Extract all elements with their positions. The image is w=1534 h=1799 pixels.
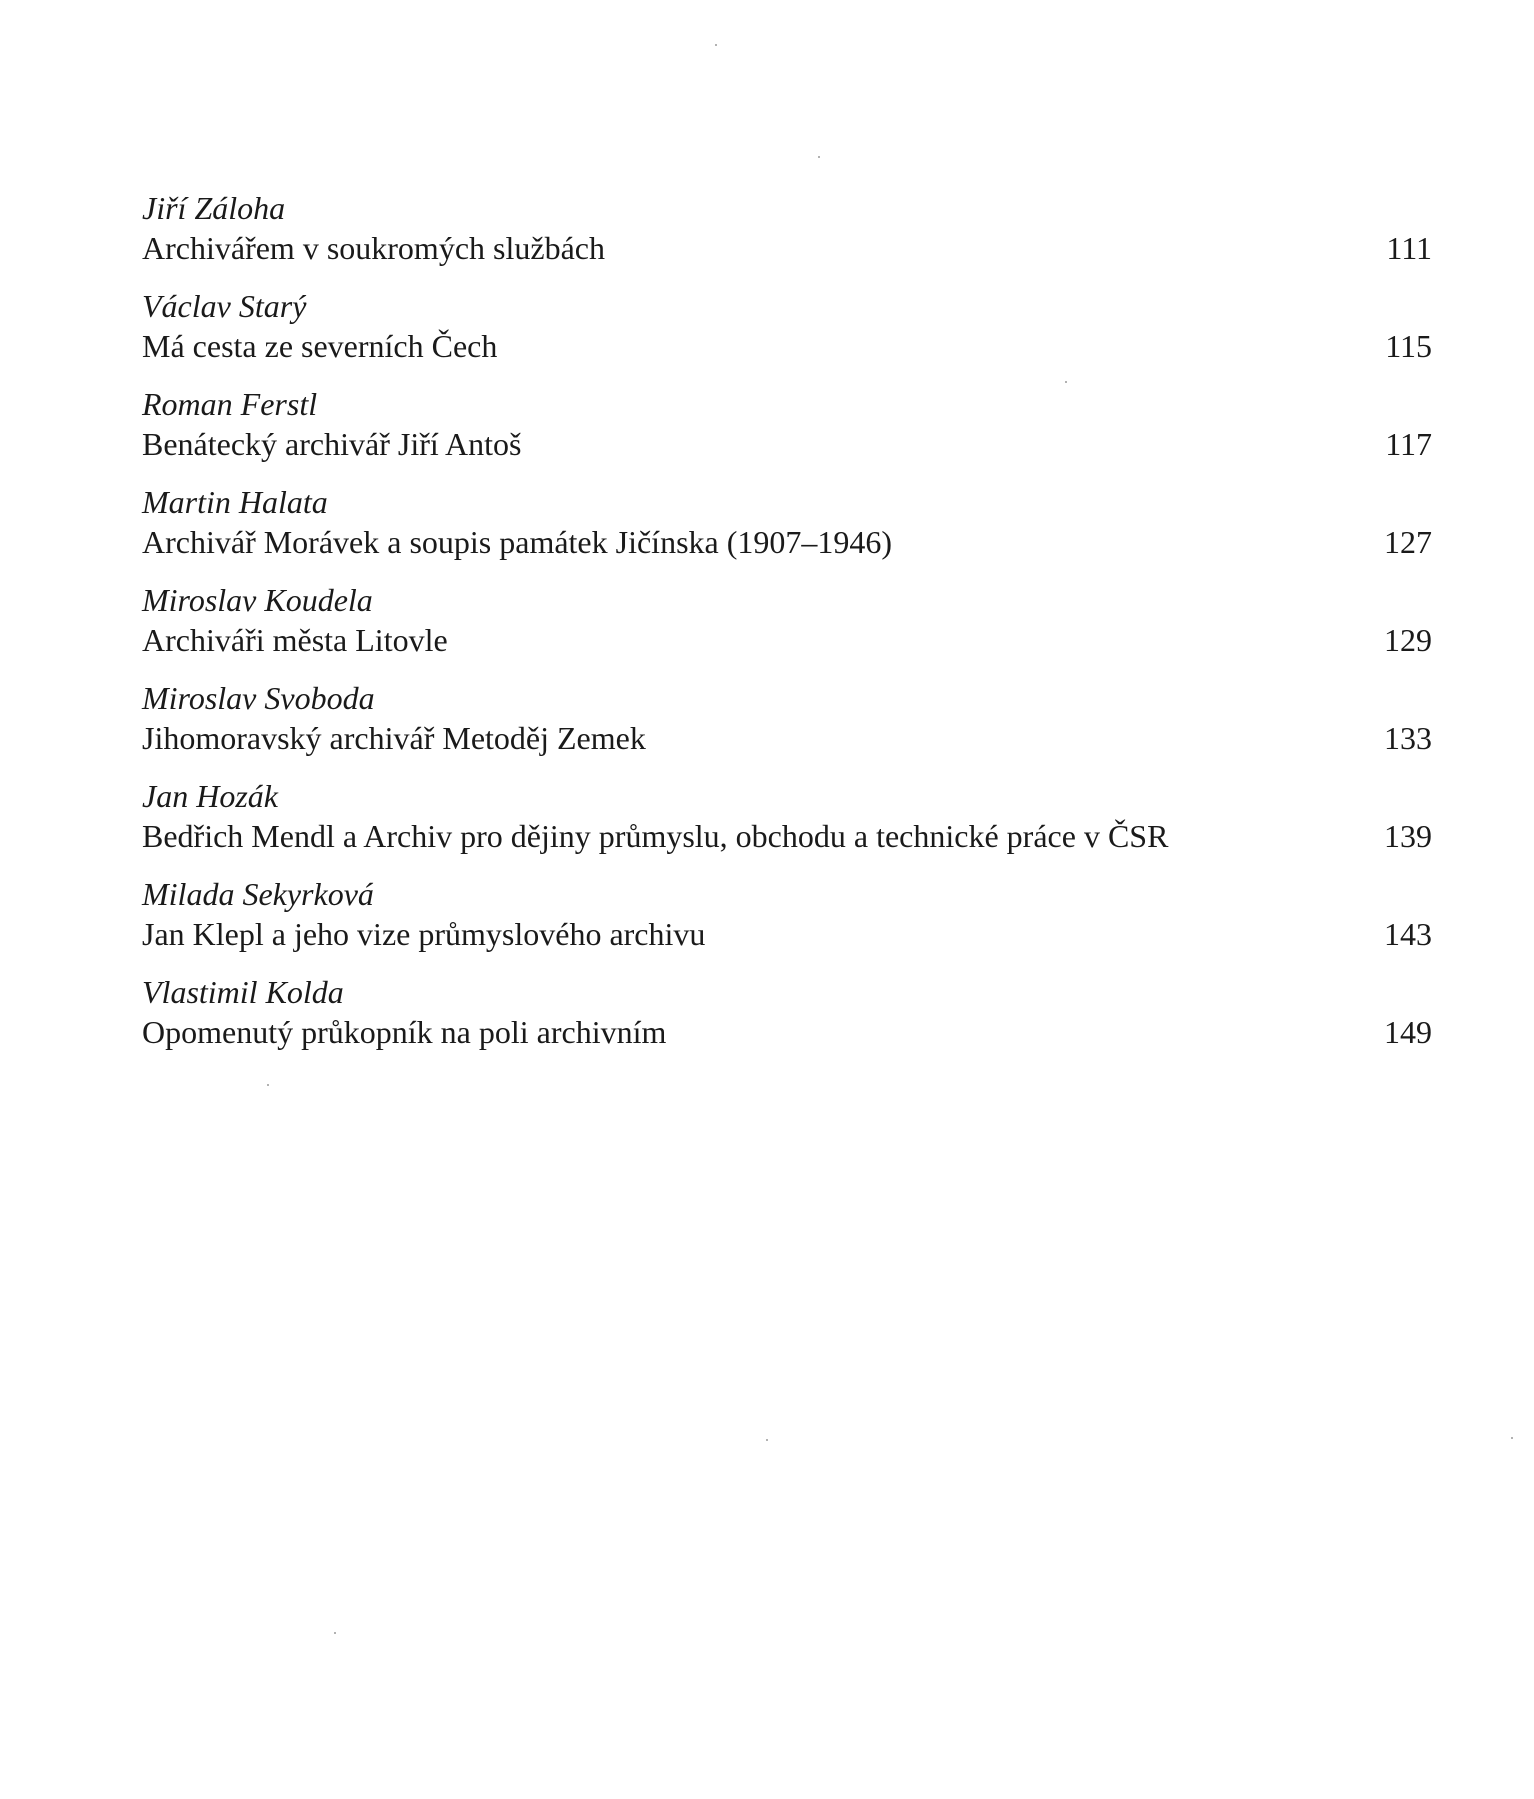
entry-title: Jan Klepl a jeho vize průmyslového archivu bbox=[142, 916, 706, 952]
entry-author: Miroslav Svoboda bbox=[142, 680, 375, 716]
entry-author: Jiří Záloha bbox=[142, 190, 286, 226]
entry-page-number: 115 bbox=[1385, 328, 1432, 364]
entry-title: Opomenutý průkopník na poli archivním bbox=[142, 1014, 667, 1050]
toc-entry bbox=[142, 482, 1432, 580]
toc-entry bbox=[142, 874, 1432, 972]
entry-title: Jihomoravský archivář Metoděj Zemek bbox=[142, 720, 646, 756]
scan-speck bbox=[818, 156, 820, 158]
toc-entry bbox=[142, 188, 1432, 286]
table-of-contents bbox=[142, 188, 1432, 1070]
scan-speck bbox=[1511, 1437, 1513, 1439]
scan-speck bbox=[715, 44, 717, 46]
entry-page-number: 129 bbox=[1384, 622, 1432, 658]
scan-speck bbox=[267, 1084, 269, 1086]
entry-title-row bbox=[142, 620, 1432, 660]
entry-title-row bbox=[142, 1012, 1432, 1052]
entry-title: Archivář Morávek a soupis památek Jičínska (1907–1946) bbox=[142, 524, 893, 560]
entry-page-number: 133 bbox=[1384, 720, 1432, 756]
entry-author: Miroslav Koudela bbox=[142, 582, 373, 618]
entry-page-number: 127 bbox=[1384, 524, 1432, 560]
toc-entry bbox=[142, 384, 1432, 482]
entry-title-row bbox=[142, 326, 1432, 366]
entry-title: Má cesta ze severních Čech bbox=[142, 328, 498, 364]
entry-page-number: 117 bbox=[1385, 426, 1432, 462]
entry-page-number: 111 bbox=[1386, 230, 1432, 266]
toc-entry bbox=[142, 776, 1432, 874]
entry-author: Vlastimil Kolda bbox=[142, 974, 344, 1010]
entry-title-row bbox=[142, 816, 1432, 856]
scan-speck bbox=[766, 1439, 768, 1441]
entry-title: Archiváři města Litovle bbox=[142, 622, 448, 658]
entry-page-number: 139 bbox=[1384, 818, 1432, 854]
entry-author: Jan Hozák bbox=[142, 778, 278, 814]
entry-page-number: 149 bbox=[1384, 1014, 1432, 1050]
entry-title-row bbox=[142, 228, 1432, 268]
entry-author: Martin Halata bbox=[142, 484, 328, 520]
entry-title: Benátecký archivář Jiří Antoš bbox=[142, 426, 522, 462]
entry-author: Václav Starý bbox=[142, 288, 307, 324]
entry-title: Bedřich Mendl a Archiv pro dějiny průmyslu, obchodu a technické práce v ČSR bbox=[142, 818, 1169, 854]
entry-title-row bbox=[142, 522, 1432, 562]
entry-title-row bbox=[142, 424, 1432, 464]
entry-author: Milada Sekyrková bbox=[142, 876, 374, 912]
entry-title-row bbox=[142, 914, 1432, 954]
toc-entry bbox=[142, 678, 1432, 776]
entry-title-row bbox=[142, 718, 1432, 758]
entry-title: Archivářem v soukromých službách bbox=[142, 230, 605, 266]
entry-author: Roman Ferstl bbox=[142, 386, 318, 422]
toc-entry bbox=[142, 580, 1432, 678]
scan-speck bbox=[1065, 381, 1067, 383]
toc-entry bbox=[142, 286, 1432, 384]
entry-page-number: 143 bbox=[1384, 916, 1432, 952]
scan-speck bbox=[334, 1632, 336, 1634]
toc-entry bbox=[142, 972, 1432, 1070]
